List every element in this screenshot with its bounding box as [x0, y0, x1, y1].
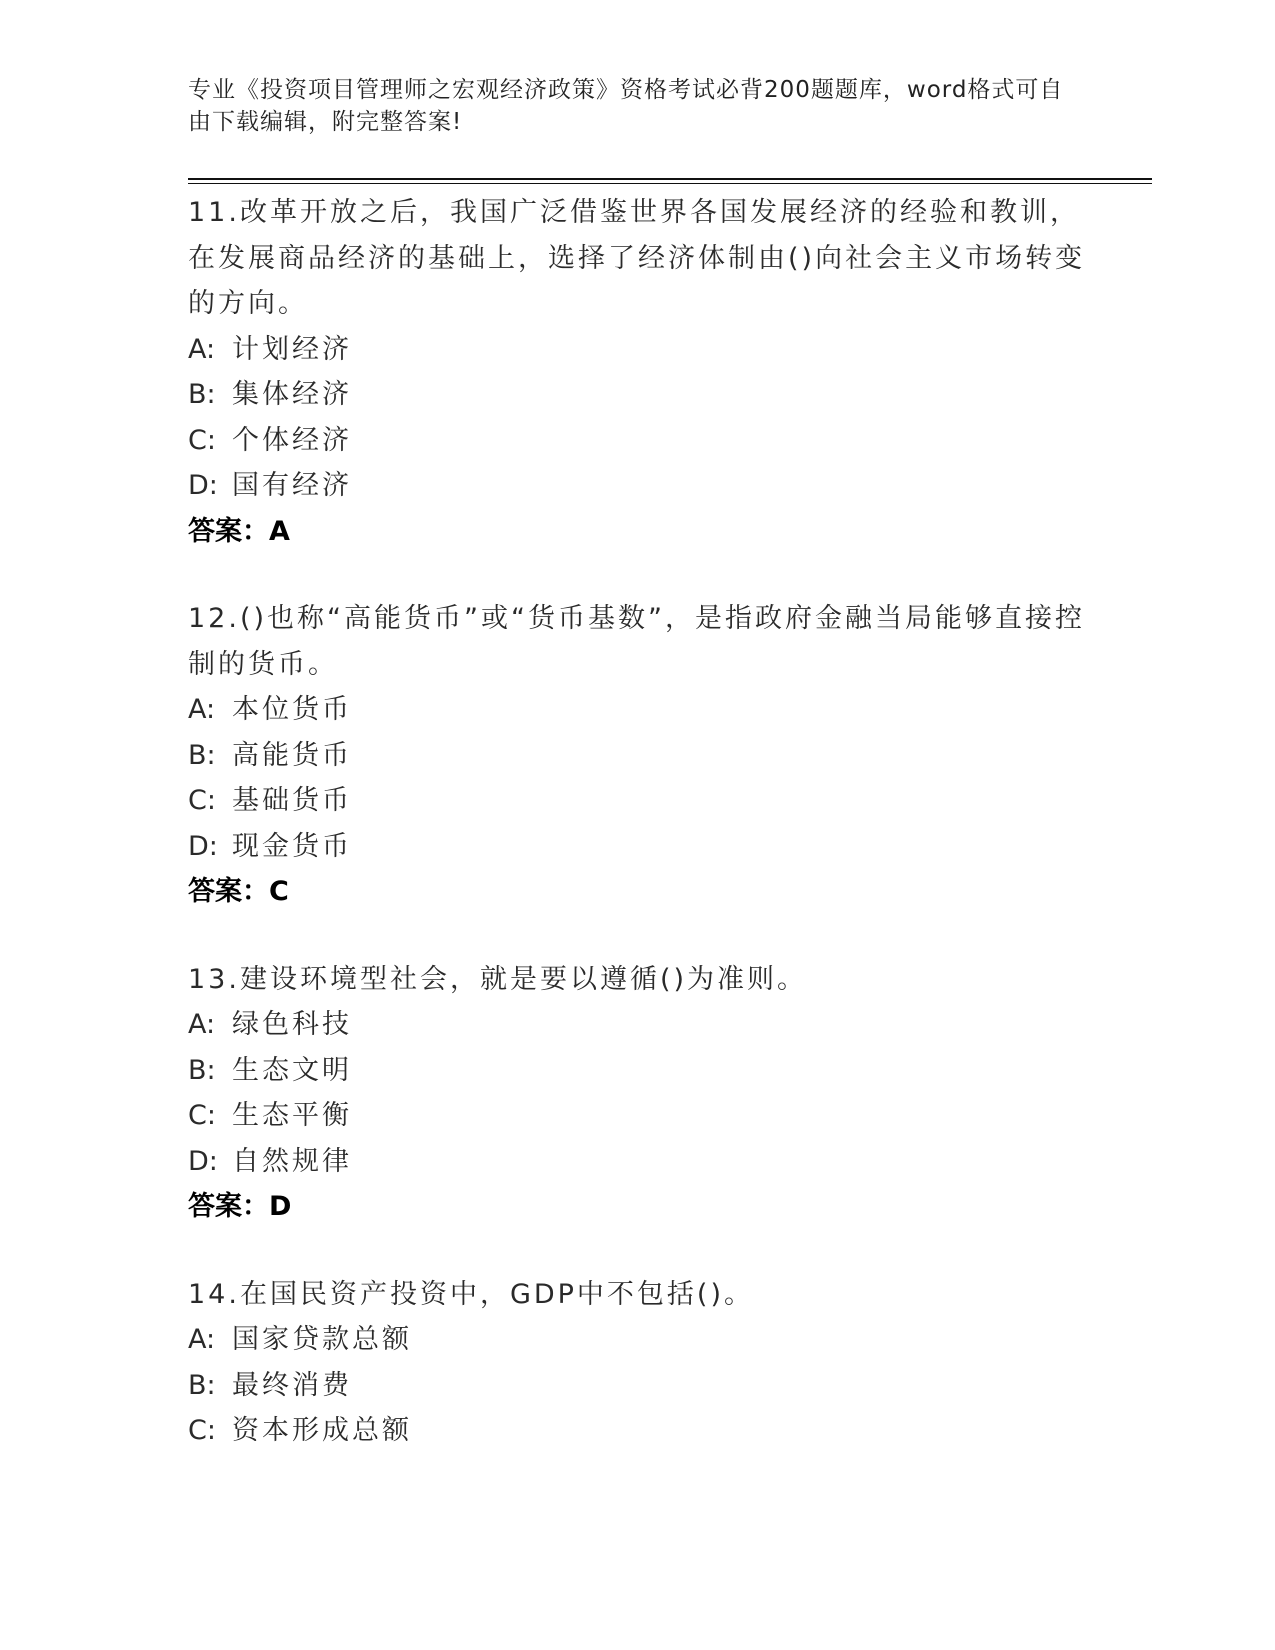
option-d	[188, 463, 1088, 509]
question-13	[188, 957, 1088, 1230]
document-header: 专业《投资项目管理师之宏观经济政策》资格考试必背200题题库，word格式可自由下载编辑，附完整答案!	[188, 77, 1064, 135]
option-letter: B:	[188, 739, 216, 771]
header-rule-thin	[188, 183, 1152, 184]
option-text: 集体经济	[232, 379, 352, 410]
option-text: 基础货币	[232, 785, 352, 816]
option-letter: D:	[188, 470, 218, 501]
option-b	[188, 1048, 1088, 1094]
option-text: 生态平衡	[232, 1100, 352, 1131]
question-stem: 13.建设环境型社会，就是要以遵循()为准则。	[188, 963, 808, 995]
option-letter: B:	[188, 379, 216, 410]
option-b	[188, 372, 1088, 418]
option-letter: B:	[188, 1369, 216, 1401]
question-11	[188, 190, 1088, 554]
option-a	[188, 1002, 1088, 1048]
option-text: 个体经济	[232, 424, 352, 456]
option-text: 国家贷款总额	[232, 1324, 412, 1355]
question-12	[188, 596, 1088, 915]
option-text: 国有经济	[232, 470, 352, 501]
option-letter: C:	[188, 1415, 216, 1446]
option-text: 高能货币	[232, 739, 352, 771]
header-rule-thick	[188, 178, 1152, 180]
option-letter: A:	[188, 694, 216, 725]
option-text: 绿色科技	[232, 1009, 352, 1040]
option-a	[188, 687, 1088, 733]
question-stem: 11.改革开放之后，我国广泛借鉴世界各国发展经济的经验和教训，在发展商品经济的基础上，选择了经济体制由()向社会主义市场转变的方向。	[188, 197, 1086, 319]
option-letter: A:	[188, 1324, 216, 1355]
option-text: 计划经济	[232, 333, 352, 365]
option-c	[188, 1408, 1088, 1454]
option-text: 自然规律	[232, 1145, 352, 1177]
option-c	[188, 418, 1088, 464]
option-letter: B:	[188, 1054, 216, 1086]
option-letter: D:	[188, 830, 218, 862]
option-b	[188, 733, 1088, 779]
option-text: 资本形成总额	[232, 1415, 412, 1446]
option-a	[188, 1317, 1088, 1363]
answer-line: 答案：D	[188, 1191, 292, 1222]
answer-line: 答案：C	[188, 876, 289, 907]
option-letter: C:	[188, 1100, 216, 1131]
option-letter: A:	[188, 1009, 216, 1040]
option-c	[188, 1093, 1088, 1139]
question-list	[188, 190, 1088, 1496]
option-letter: D:	[188, 1145, 218, 1177]
option-c	[188, 778, 1088, 824]
option-letter: C:	[188, 424, 216, 456]
option-b	[188, 1363, 1088, 1409]
option-d	[188, 1139, 1088, 1185]
option-letter: A:	[188, 333, 216, 365]
question-stem: 12.()也称“高能货币”或“货币基数”，是指政府金融当局能够直接控制的货币。	[188, 603, 1085, 680]
option-d	[188, 824, 1088, 870]
option-text: 本位货币	[232, 694, 352, 725]
option-a	[188, 327, 1088, 373]
option-text: 生态文明	[232, 1054, 352, 1086]
option-text: 最终消费	[232, 1369, 352, 1401]
option-text: 现金货币	[232, 830, 352, 862]
answer-line: 答案：A	[188, 515, 290, 547]
question-14	[188, 1272, 1088, 1454]
question-stem: 14.在国民资产投资中，GDP中不包括()。	[188, 1278, 755, 1310]
option-letter: C:	[188, 785, 216, 816]
